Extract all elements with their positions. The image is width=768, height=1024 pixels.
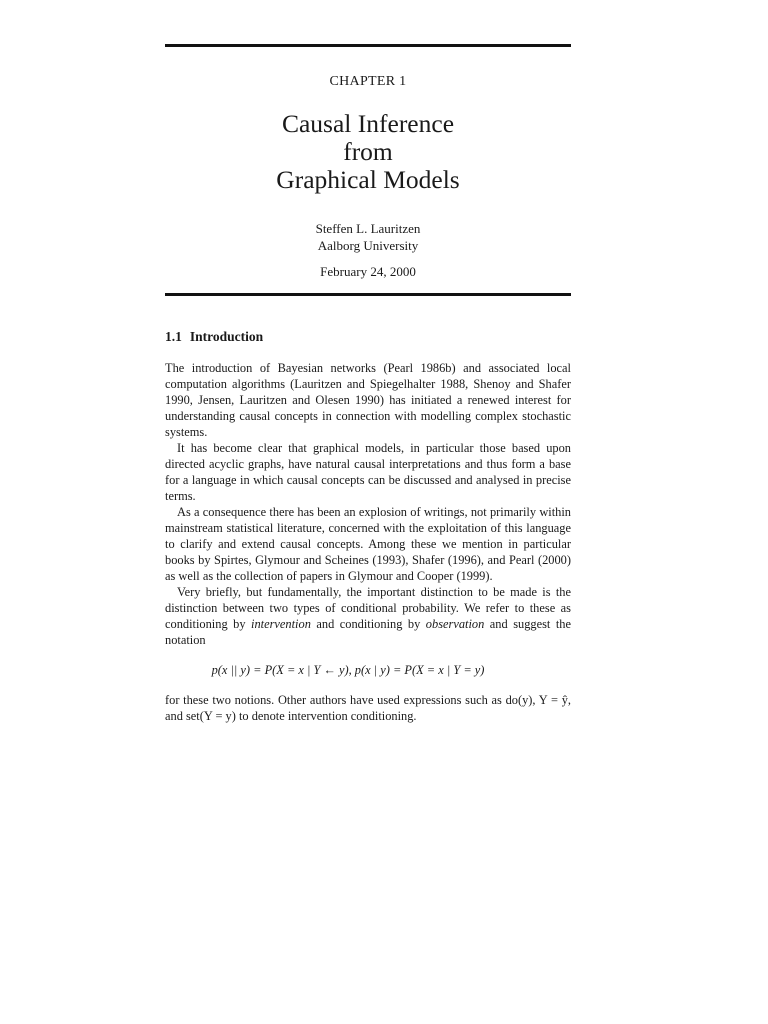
body-text [165, 360, 571, 724]
chapter-title [165, 110, 571, 194]
section-number: 1.1 [165, 329, 182, 344]
publication-date: February 24, 2000 [320, 264, 416, 279]
author-name: Steffen L. Lauritzen [315, 221, 421, 236]
title-line-3: Graphical Models [276, 165, 460, 194]
paragraph-4 [165, 584, 571, 648]
title-line-2: from [343, 137, 393, 166]
top-rule [165, 44, 571, 47]
display-formula: p(x || y) = P(X = x | Y ← y), p(x | y) = P(X = x | Y = y) [211, 663, 485, 677]
paragraph-1: The introduction of Bayesian networks (Pearl 1986b) and associated local computation algorithms (Lauritzen and Spiegelhalter 1988, Shenoy and Shafer 1990, Jensen, Lauritzen and Olesen 1990) has initiated a renewed interest for understanding causal concepts in connection with modelling complex stochastic systems. [165, 361, 571, 439]
paragraph-4-part-a: Very briefly, but fundamentally, the important distinction to be made is the distinction between two types of conditional probability. We refer to these as conditioning by [165, 585, 571, 631]
author-affiliation: Aalborg University [317, 238, 419, 253]
section-heading [165, 329, 263, 345]
paragraph-2: It has become clear that graphical models, in particular those based upon directed acyclic graphs, have natural causal interpretations and thus form a base for a language in which causal concepts can be discussed and analysed in precise terms. [165, 441, 571, 503]
paragraph-3: As a consequence there has been an explosion of writings, not primarily within mainstream statistical literature, concerned with the exploitation of this language to clarify and extend causal concepts. Among these we mention in particular books by Spirtes, Glymour and Scheines (1993), Shafer (1996), and Pearl (2000) as well as the collection of papers in Glymour and Cooper (1999). [165, 505, 571, 583]
paragraph-4-part-b: and conditioning by [310, 617, 426, 631]
title-line-1: Causal Inference [281, 109, 455, 138]
paragraph-4-part-c: and suggest the notation [165, 617, 571, 647]
bottom-rule [165, 293, 571, 296]
term-observation: observation [425, 617, 485, 631]
chapter-label: CHAPTER 1 [329, 74, 407, 89]
section-title: Introduction [189, 329, 264, 344]
author-block [165, 220, 571, 254]
paragraph-5: for these two notions. Other authors have used expressions such as do(y), Y = ŷ, and set(Y = y) to denote intervention conditioning. [165, 693, 571, 723]
term-intervention: intervention [251, 617, 311, 631]
